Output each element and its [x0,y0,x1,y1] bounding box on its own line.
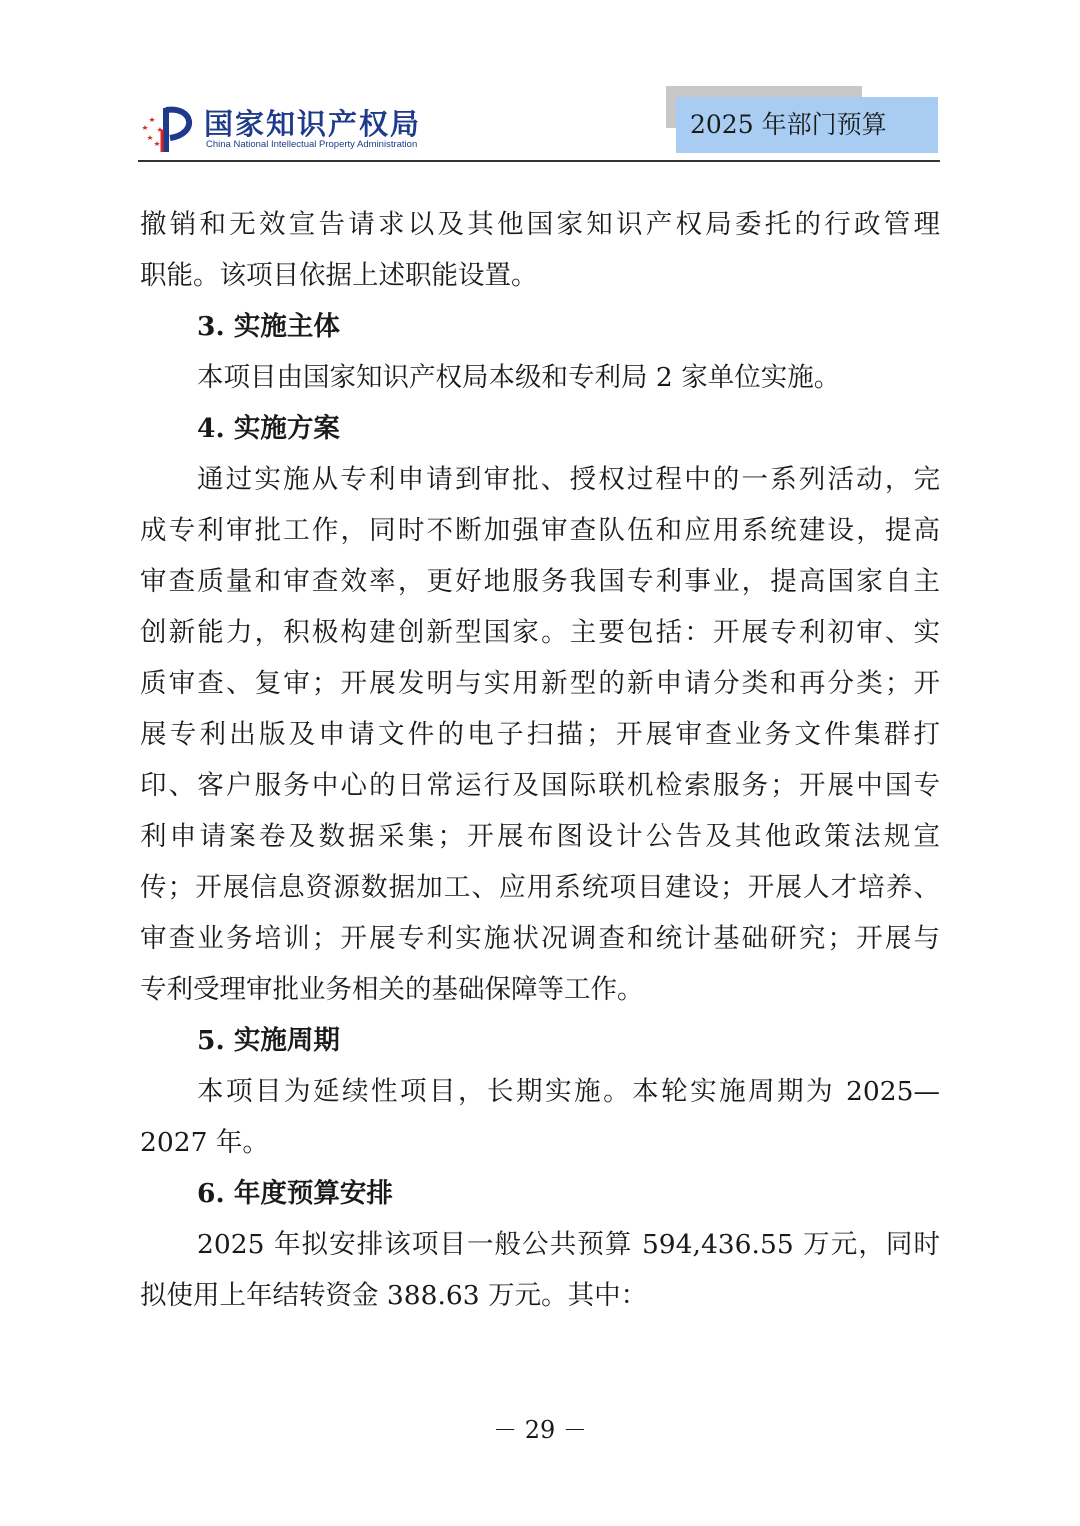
section-heading-4: 4. 实施方案 [197,413,340,444]
paragraph-line: 创新能力，积极构建创新型国家。主要包括：开展专利初审、实 [140,617,940,648]
paragraph-line: 2025 年拟安排该项目一般公共预算 594,436.55 万元，同时 [197,1229,940,1260]
paragraph-line: 本项目由国家知识产权局本级和专利局 2 家单位实施。 [197,362,841,393]
paragraph-line: 通过实施从专利申请到审批、授权过程中的一系列活动，完 [197,464,940,495]
logo-chinese-name: 国家知识产权局 [204,107,422,141]
paragraph-line: 2027 年。 [140,1127,269,1158]
section-heading-6: 6. 年度预算安排 [197,1178,393,1209]
paragraph-line: 职能。该项目依据上述职能设置。 [140,260,538,291]
paragraph-line: 成专利审批工作，同时不断加强审查队伍和应用系统建设，提高 [140,515,940,546]
paragraph-line: 利申请案卷及数据采集；开展布图设计公告及其他政策法规宣 [140,821,940,852]
budget-year-badge: 2025 年部门预算 [676,97,938,153]
paragraph-line: 审查业务培训；开展专利实施状况调查和统计基础研究；开展与 [140,923,940,954]
section-heading-3: 3. 实施主体 [197,311,340,342]
paragraph-line: 印、客户服务中心的日常运行及国际联机检索服务；开展中国专 [140,770,940,801]
paragraph-line: 展专利出版及申请文件的电子扫描；开展审查业务文件集群打 [140,719,940,750]
paragraph-line: 撤销和无效宣告请求以及其他国家知识产权局委托的行政管理 [140,209,940,240]
paragraph-line: 传；开展信息资源数据加工、应用系统项目建设；开展人才培养、 [140,872,940,903]
paragraph-line: 本项目为延续性项目，长期实施。本轮实施周期为 2025— [197,1076,940,1107]
header-divider [138,160,940,162]
logo-english-name: China National Intellectual Property Administration [206,139,418,150]
paragraph-line: 专利受理审批业务相关的基础保障等工作。 [140,974,644,1005]
paragraph-line: 质审查、复审；开展发明与实用新型的新申请分类和再分类；开 [140,668,940,699]
page-number: － 29 － [493,1416,587,1444]
cnipa-logo [138,100,438,156]
paragraph-line: 审查质量和审查效率，更好地服务我国专利事业，提高国家自主 [140,566,940,597]
cnipa-emblem-icon [138,100,200,156]
paragraph-line: 拟使用上年结转资金 388.63 万元。其中： [140,1280,648,1311]
page-header [0,0,1080,170]
section-heading-5: 5. 实施周期 [197,1025,340,1056]
